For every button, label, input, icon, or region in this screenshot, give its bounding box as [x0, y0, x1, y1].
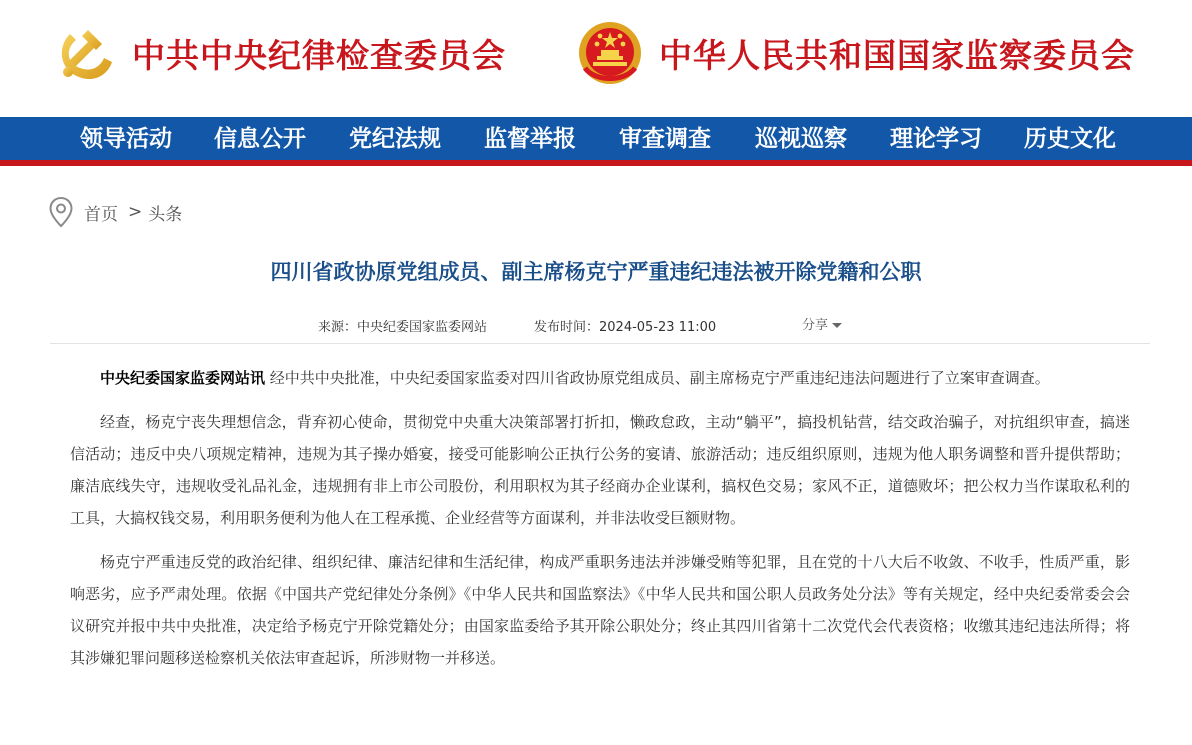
article-body — [70, 362, 1130, 686]
article-title: 四川省政协原党组成员、副主席杨克宁严重违纪违法被开除党籍和公职 — [270, 260, 922, 284]
breadcrumb-home-link[interactable]: 首页 — [84, 204, 118, 225]
ccdi-brand[interactable] — [52, 20, 506, 86]
breadcrumb-separator: > — [128, 202, 143, 222]
nsc-name: 中华人民共和国国家监察委员会 — [659, 35, 1135, 75]
ccdi-name: 中共中央纪律检查委员会 — [132, 35, 506, 75]
lead-text: 经中共中央批准，中央纪委国家监委对四川省政协原党组成员、副主席杨克宁严重违纪违法问题进行了立案审查调查。 — [265, 369, 1050, 387]
breadcrumb — [48, 196, 182, 228]
article-paragraph-2: 经查，杨克宁丧失理想信念，背弃初心使命，贯彻党中央重大决策部署打折扣，懒政怠政，主动“躺平”，搞投机钻营，结交政治骗子，对抗组织审查，搞迷信活动；违反中央八项规定精神，违规为其子操办婚宴，接受可能影响公正执行公务的宴请、旅游活动；违反组织原则，违规为他人职务调整和晋升提供帮助；廉洁底线失守，违规收受礼品礼金，违规拥有非上市公司股份，利用职权为其子经商办企业谋利，搞权色交易；家风不正，道德败坏；把公权力当作谋取私利的工具，大搞权钱交易，利用职务便利为他人在工程承揽、企业经营等方面谋利，并非法收受巨额财物。 — [70, 413, 1130, 527]
nav-item-history[interactable]: 历史文化 — [1024, 125, 1116, 152]
site-header — [0, 0, 1192, 117]
location-pin-icon — [48, 196, 74, 228]
chevron-down-icon — [832, 323, 842, 328]
nav-item-inspection[interactable]: 巡视巡察 — [755, 125, 847, 152]
nav-item-regulations[interactable]: 党纪法规 — [349, 125, 441, 152]
national-emblem-icon — [577, 20, 643, 86]
lead-dateline: 中央纪委国家监委网站讯 — [100, 369, 266, 387]
share-label: 分享 — [802, 318, 829, 333]
article-source — [318, 316, 487, 335]
date-value: 2024-05-23 11:00 — [599, 320, 717, 335]
article-paragraph-lead — [70, 362, 1130, 394]
date-label: 发布时间： — [534, 320, 600, 335]
nav-item-info-disclosure[interactable]: 信息公开 — [214, 125, 306, 152]
divider — [50, 343, 1150, 344]
party-emblem-icon — [52, 20, 118, 86]
nav-item-report[interactable]: 监督举报 — [484, 125, 576, 152]
share-button[interactable] — [802, 314, 842, 333]
nav-item-theory[interactable]: 理论学习 — [890, 125, 982, 152]
source-label: 来源： — [318, 320, 358, 335]
article-paragraph-3: 杨克宁严重违反党的政治纪律、组织纪律、廉洁纪律和生活纪律，构成严重职务违法并涉嫌受贿等犯罪，且在党的十八大后不收敛、不收手，性质严重，影响恶劣，应予严肃处理。依据《中国共产党纪律处分条例》《中华人民共和国监察法》《中华人民共和国公职人员政务处分法》等有关规定，经中央纪委常委会会议研究并报中共中央批准，决定给予杨克宁开除党籍处分；由国家监委给予其开除公职处分；终止其四川省第十二次党代会代表资格；收缴其违纪违法所得；将其涉嫌犯罪问题移送检察机关依法审查起诉，所涉财物一并移送。 — [70, 553, 1130, 667]
breadcrumb-current[interactable]: 头条 — [148, 204, 183, 225]
article-date — [534, 316, 716, 335]
source-value: 中央纪委国家监委网站 — [357, 320, 488, 335]
nsc-brand[interactable] — [577, 20, 1135, 86]
nav-item-investigation[interactable]: 审查调查 — [619, 125, 711, 152]
nav-item-leadership[interactable]: 领导活动 — [80, 125, 172, 152]
article-meta — [0, 314, 1192, 334]
main-nav — [0, 117, 1192, 166]
